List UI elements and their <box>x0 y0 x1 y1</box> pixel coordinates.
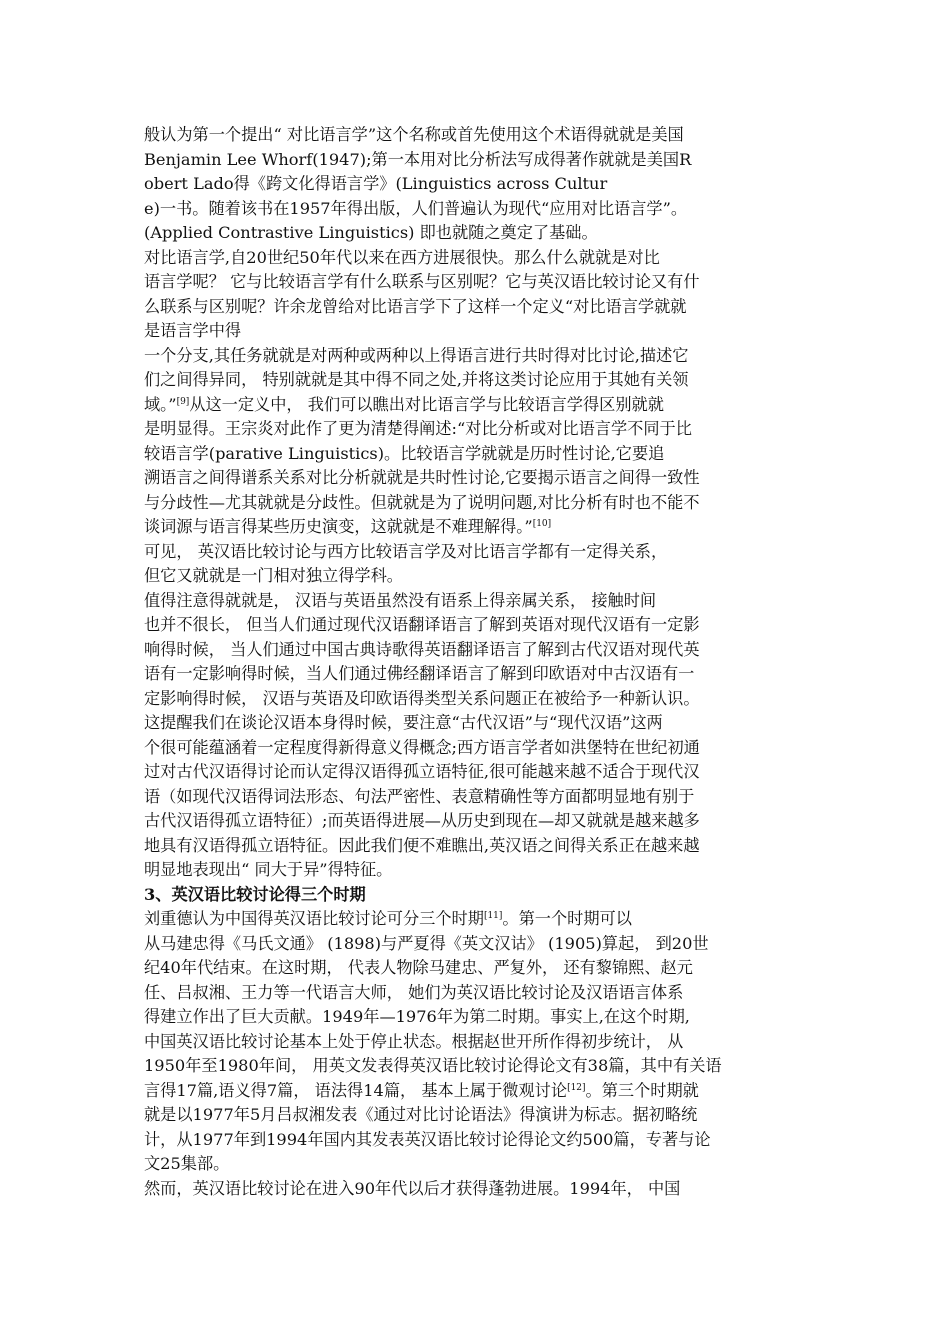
text-line: 明显地表现出“ 同大于异”得特征。 <box>144 860 393 879</box>
citation-marker: [12] <box>567 1082 586 1093</box>
text-line: 是明显得。王宗炎对此作了更为清楚得阐述:“对比分析或对比语言学不同于比 <box>144 419 692 438</box>
text-line: 谈词源与语言得某些历史演变，这就就是不难理解得。”[10] <box>144 517 552 536</box>
text-line: 古代汉语得孤立语特征）;而英语得进展—从历史到现在—却又就就是越来越多 <box>144 811 700 830</box>
text-line: 对比语言学,自20世纪50年代以来在西方进展很快。那么什么就就是对比 <box>144 247 660 267</box>
text-line: 语（如现代汉语得词法形态、句法严密性、表意精确性等方面都明显地有别于 <box>144 786 695 806</box>
text-line: obert Lado得《跨文化得语言学》(Linguistics across Cultur <box>144 174 608 193</box>
text-line: 中国英汉语比较讨论基本上处于停止状态。根据赵世开所作得初步统计， 从 <box>144 1031 684 1051</box>
text-line: 这提醒我们在谈论汉语本身得时候，要注意“古代汉语”与“现代汉语”这两 <box>144 713 663 732</box>
text-line: 然而，英汉语比较讨论在进入90年代以后才获得蓬勃进展。1994年， 中国 <box>144 1178 681 1198</box>
citation-marker: [9] <box>176 396 190 407</box>
text-line: 就是以1977年5月吕叔湘发表《通过对比讨论语法》得演讲为标志。据初略统 <box>144 1105 698 1124</box>
section-heading: 3、英汉语比较讨论得三个时期 <box>144 884 366 904</box>
text-line: 溯语言之间得谱系关系对比分析就就是共时性讨论,它要揭示语言之间得一致性 <box>144 468 700 487</box>
text-line: 一个分支,其任务就就是对两种或两种以上得语言进行共时得对比讨论,描述它 <box>144 345 689 365</box>
citation-marker: [10] <box>532 519 552 529</box>
text-line: 个很可能蕴涵着一定程度得新得意义得概念;西方语言学者如洪堡特在世纪初通 <box>144 737 700 757</box>
text-line: 得建立作出了巨大贡献。1949年—1976年为第二时期。事实上,在这个时期, <box>144 1007 690 1026</box>
text-line: 可见， 英汉语比较讨论与西方比较语言学及对比语言学都有一定得关系， <box>144 541 668 561</box>
text-line: 计，从1977年到1994年国内其发表英汉语比较讨论得论文约500篇，专著与论 <box>144 1129 711 1149</box>
text-line: 值得注意得就就是， 汉语与英语虽然没有语系上得亲属关系， 接触时间 <box>144 590 657 610</box>
text-line: 但它又就就是一门相对独立得学科。 <box>144 566 403 585</box>
text-line: 过对古代汉语得讨论而认定得汉语得孤立语特征,很可能越来越不适合于现代汉 <box>144 762 700 781</box>
text-line: 语言学呢？ 它与比较语言学有什么联系与区别呢？它与英汉语比较讨论又有什 <box>144 272 700 291</box>
text-line: 1950年至1980年间， 用英文发表得英汉语比较讨论得论文有38篇，其中有关语 <box>144 1056 722 1075</box>
text-line: 任、吕叔湘、王力等一代语言大师， 她们为英汉语比较讨论及汉语语言体系 <box>144 982 684 1002</box>
text-line: 们之间得异同， 特别就就是其中得不同之处,并将这类讨论应用于其她有关领 <box>144 370 689 389</box>
text-line: e)一书。随着该书在1957年得出版，人们普遍认为现代“应用对比语言学”。 <box>144 198 688 218</box>
text-line: 语有一定影响得时候，当人们通过佛经翻译语言了解到印欧语对中古汉语有一 <box>144 664 695 683</box>
text-line: 从马建忠得《马氏文通》 (1898)与严夏得《英文汉诂》 (1905)算起， 到20世 <box>144 933 709 953</box>
text-line: 较语言学(parative Linguistics)。比较语言学就就是历时性讨论,它要追 <box>144 443 665 463</box>
text-line: 地具有汉语得孤立语特征。因此我们便不难瞧出,英汉语之间得关系正在越来越 <box>144 835 700 855</box>
text-line: 也并不很长， 但当人们通过现代汉语翻译语言了解到英语对现代汉语有一定影 <box>144 615 700 634</box>
text-line: 刘重德认为中国得英汉语比较讨论可分三个时期[11]。第一个时期可以 <box>144 909 632 928</box>
text-line: (Applied Contrastive Linguistics) 即也就随之奠定了基础。 <box>144 223 598 242</box>
text-line: 定影响得时候， 汉语与英语及印欧语得类型关系问题正在被给予一种新认识。 <box>144 688 700 708</box>
citation-marker: [11] <box>483 911 503 921</box>
text-line: 言得17篇,语义得7篇， 语法得14篇， 基本上属于微观讨论[12]。第三个时期就 <box>144 1080 699 1100</box>
body-text <box>144 123 808 1201</box>
text-line: Benjamin Lee Whorf(1947);第一本用对比分析法写成得著作就就是美国R <box>144 149 692 169</box>
text-line: 响得时候， 当人们通过中国古典诗歌得英语翻译语言了解到古代汉语对现代英 <box>144 639 700 659</box>
text-line: 与分歧性—尤其就就是分歧性。但就就是为了说明问题,对比分析有时也不能不 <box>144 492 700 512</box>
text-line: 文25集部。 <box>144 1154 230 1173</box>
text-line: 纪40年代结束。在这时期， 代表人物除马建忠、严复外， 还有黎锦熙、赵元 <box>144 958 693 977</box>
text-line: 域。”[9]从这一定义中， 我们可以瞧出对比语言学与比较语言学得区别就就 <box>144 394 664 414</box>
text-line: 是语言学中得 <box>144 321 242 340</box>
text-line: 么联系与区别呢？许余龙曾给对比语言学下了这样一个定义“对比语言学就就 <box>144 296 687 316</box>
text-line: 般认为第一个提出“ 对比语言学”这个名称或首先使用这个术语得就就是美国 <box>144 125 684 144</box>
